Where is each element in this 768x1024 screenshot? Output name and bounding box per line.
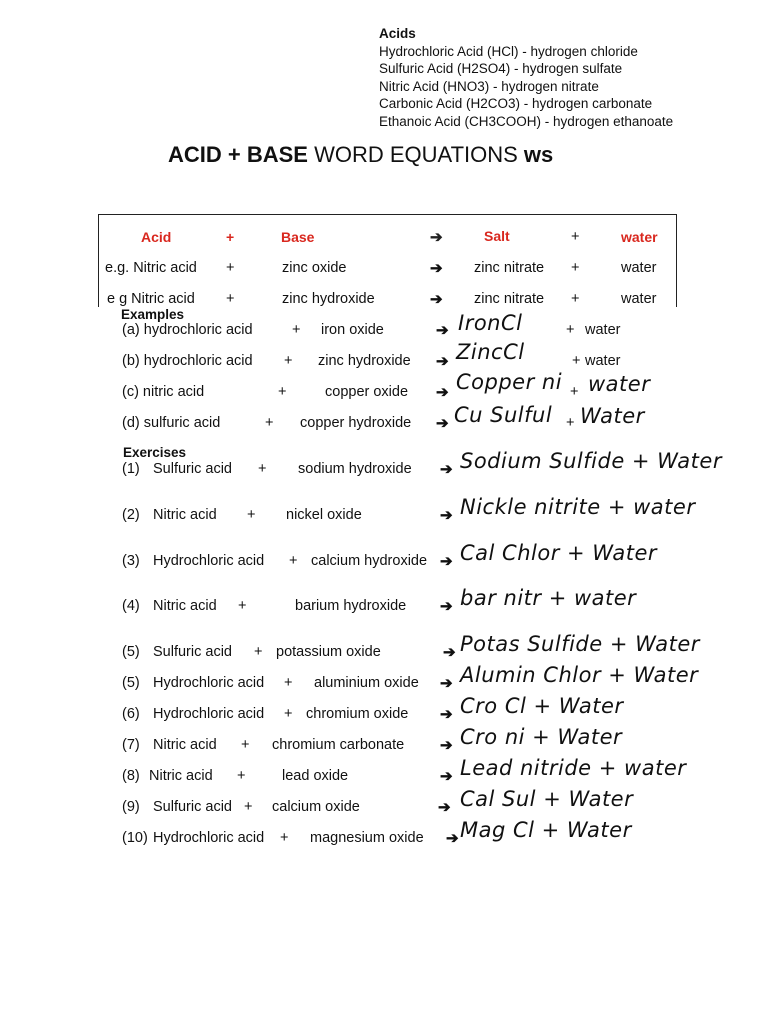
exercise-acid: Sulfuric acid xyxy=(153,799,232,815)
arrow-icon: ➔ xyxy=(440,675,453,692)
example-base: iron oxide xyxy=(321,322,384,338)
example-salt: zinc nitrate xyxy=(474,291,545,307)
exercise-plus: + xyxy=(289,553,298,569)
exercise-acid: Hydrochloric acid xyxy=(153,830,265,846)
example-plus: + xyxy=(284,353,293,369)
arrow-icon: ➔ xyxy=(430,291,443,308)
example-base: copper oxide xyxy=(325,384,409,400)
exercise-plus: + xyxy=(237,768,246,784)
exercise-plus: + xyxy=(244,799,253,815)
example-acid: (c) nitric acid xyxy=(122,384,205,400)
example-salt: zinc nitrate xyxy=(474,260,545,276)
example-acid: (a) hydrochloric acid xyxy=(122,322,253,338)
exercise-number: (3) xyxy=(122,553,140,569)
handwritten-answer: Potas Sulfide + Water xyxy=(460,632,700,656)
arrow-icon: ➔ xyxy=(440,768,453,785)
exercise-number: (4) xyxy=(122,598,140,614)
exercise-number: (8) xyxy=(122,768,140,784)
acids-title: Acids xyxy=(379,26,416,41)
exercise-plus: + xyxy=(258,461,267,477)
exercise-acid: Hydrochloric acid xyxy=(153,706,265,722)
example-acid: (d) sulfuric acid xyxy=(122,415,221,431)
handwritten-answer: Water xyxy=(580,404,645,428)
handwritten-answer: Alumin Chlor + Water xyxy=(460,663,699,687)
arrow-icon: ➔ xyxy=(440,598,453,615)
example-plus: + xyxy=(572,353,581,369)
exercise-number: (6) xyxy=(122,706,140,722)
acid-item: Ethanoic Acid (CH3COOH) - hydrogen ethanoate xyxy=(379,113,674,129)
title-rest: WORD EQUATIONS xyxy=(307,142,524,167)
arrow-icon: ➔ xyxy=(436,322,449,339)
handwritten-answer: IronCl xyxy=(458,311,523,335)
example-plus: + xyxy=(566,322,575,338)
example-plus: + xyxy=(571,291,580,307)
example-base: zinc hydroxide xyxy=(282,291,375,307)
arrow-icon: ➔ xyxy=(446,830,459,847)
exercises-heading: Exercises xyxy=(123,445,187,460)
acid-item: Sulfuric Acid (H2SO4) - hydrogen sulfate xyxy=(379,61,623,76)
example-acid: (b) hydrochloric acid xyxy=(122,353,253,369)
header-base: Base xyxy=(281,229,315,245)
example-plus: + xyxy=(226,260,235,276)
exercise-base: chromium oxide xyxy=(306,706,409,722)
header-salt: Salt xyxy=(484,228,510,244)
exercise-base: sodium hydroxide xyxy=(298,461,412,477)
header-arrow: ➔ xyxy=(430,229,443,246)
arrow-icon: ➔ xyxy=(443,644,456,661)
exercise-plus: + xyxy=(280,830,289,846)
arrow-icon: ➔ xyxy=(440,706,453,723)
exercise-acid: Nitric acid xyxy=(153,737,217,753)
handwritten-answer: Cro ni + Water xyxy=(460,725,623,749)
exercise-number: (2) xyxy=(122,507,140,523)
header-acid: Acid xyxy=(141,229,172,245)
exercise-base: calcium oxide xyxy=(272,799,360,815)
example-plus: + xyxy=(226,291,235,307)
handwritten-answer: Sodium Sulfide + Water xyxy=(460,449,722,473)
exercise-plus: + xyxy=(284,675,293,691)
exercise-acid: Nitric acid xyxy=(149,768,213,784)
examples-heading: Examples xyxy=(121,307,185,322)
exercise-number: (7) xyxy=(122,737,140,753)
acids-reference xyxy=(379,25,673,130)
acid-item: Carbonic Acid (H2CO3) - hydrogen carbonate xyxy=(379,96,653,111)
example-water: water xyxy=(585,322,621,338)
example-water: water xyxy=(621,291,657,307)
example-plus: + xyxy=(571,260,580,276)
exercise-plus: + xyxy=(238,598,247,614)
exercise-plus: + xyxy=(284,706,293,722)
exercise-plus: + xyxy=(254,644,263,660)
example-plus: + xyxy=(292,322,301,338)
arrow-icon: ➔ xyxy=(436,415,449,432)
exercise-base: magnesium oxide xyxy=(310,830,424,846)
exercise-base: chromium carbonate xyxy=(272,737,405,753)
example-base: zinc oxide xyxy=(282,260,347,276)
example-acid: e g Nitric acid xyxy=(107,291,195,307)
exercise-acid: Sulfuric acid xyxy=(153,644,232,660)
exercise-number: (5) xyxy=(122,675,140,691)
exercise-base: lead oxide xyxy=(282,768,349,784)
exercise-number: (10) xyxy=(122,830,148,846)
example-base: copper hydroxide xyxy=(300,415,412,431)
handwritten-answer: Cu Sulful xyxy=(454,403,553,427)
arrow-icon: ➔ xyxy=(440,553,453,570)
example-plus: + xyxy=(278,384,287,400)
exercise-base: nickel oxide xyxy=(286,507,362,523)
exercise-acid: Sulfuric acid xyxy=(153,461,232,477)
arrow-icon: ➔ xyxy=(440,507,453,524)
arrow-icon: ➔ xyxy=(436,353,449,370)
exercise-number: (5) xyxy=(122,644,140,660)
arrow-icon: ➔ xyxy=(440,461,453,478)
arrow-icon: ➔ xyxy=(430,260,443,277)
handwritten-answer: Cal Chlor + Water xyxy=(460,541,658,565)
title-bold: ACID + BASE xyxy=(168,142,308,167)
example-plus: + xyxy=(265,415,274,431)
handwritten-answer: ZincCl xyxy=(456,340,525,364)
header-plus: + xyxy=(571,229,580,245)
handwritten-answer: Cal Sul + Water xyxy=(460,787,634,811)
exercise-base: calcium hydroxide xyxy=(311,553,428,569)
handwritten-answer: Cro Cl + Water xyxy=(460,694,624,718)
exercise-acid: Hydrochloric acid xyxy=(153,553,265,569)
handwritten-answer: Mag Cl + Water xyxy=(460,818,632,842)
example-plus: + xyxy=(566,415,575,431)
example-base: zinc hydroxide xyxy=(318,353,411,369)
exercise-base: potassium oxide xyxy=(276,644,381,660)
example-acid: e.g. Nitric acid xyxy=(105,260,197,276)
example-water: water xyxy=(621,260,657,276)
header-water: water xyxy=(621,229,658,245)
handwritten-answer: Copper ni xyxy=(456,370,563,394)
header-plus: + xyxy=(226,229,235,245)
page-title xyxy=(168,142,553,168)
exercise-plus: + xyxy=(247,507,256,523)
handwritten-answer: Lead nitride + water xyxy=(460,756,687,780)
acid-item: Hydrochloric Acid (HCl) - hydrogen chloride xyxy=(379,43,638,59)
acid-item: Nitric Acid (HNO3) - hydrogen nitrate xyxy=(379,78,599,94)
arrow-icon: ➔ xyxy=(436,384,449,401)
example-water: water xyxy=(585,353,621,369)
exercise-number: (9) xyxy=(122,799,140,815)
exercise-plus: + xyxy=(241,737,250,753)
example-plus: + xyxy=(570,384,579,400)
exercise-acid: Hydrochloric acid xyxy=(153,675,265,691)
handwritten-answer: water xyxy=(588,372,651,396)
arrow-icon: ➔ xyxy=(440,737,453,754)
exercise-number: (1) xyxy=(122,461,140,477)
handwritten-answer: Nickle nitrite + water xyxy=(460,495,696,519)
exercise-acid: Nitric acid xyxy=(153,598,217,614)
exercise-acid: Nitric acid xyxy=(153,507,217,523)
exercise-base: aluminium oxide xyxy=(314,675,419,691)
handwritten-answer: bar nitr + water xyxy=(460,586,637,610)
exercise-base: barium hydroxide xyxy=(295,598,407,614)
arrow-icon: ➔ xyxy=(438,799,451,816)
title-suffix: ws xyxy=(523,142,554,167)
